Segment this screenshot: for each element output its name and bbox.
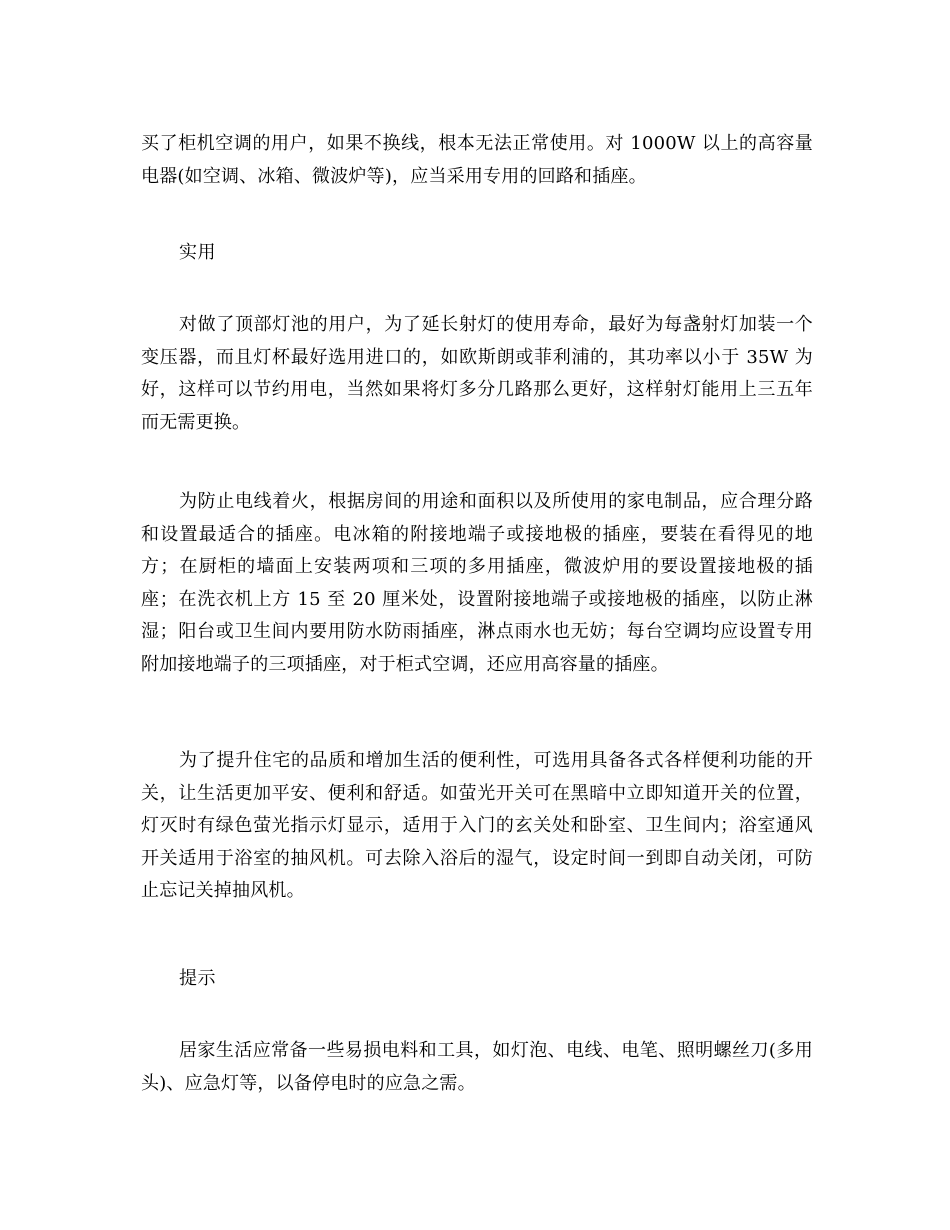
section-heading-tips: 提示 [179,968,216,989]
paragraph-convenient-switches: 为了提升住宅的品质和增加生活的便利性，可选用具备各式各样便利功能的开关，让生活更加平安、便利和舒适。如萤光开关可在黑暗中立即知道开关的位置，灯灭时有绿色萤光指示灯显示，适用于入门的玄关处和卧室、卫生间内；浴室通风开关适用于浴室的抽风机。可去除入浴后的湿气，设定时间一到即自动关闭，可防止忘记关掉抽风机。 [141,750,813,901]
section-heading-practical: 实用 [179,242,216,263]
paragraph-socket-placement: 为防止电线着火，根据房间的用途和面积以及所使用的家电制品，应合理分路和设置最适合的插座。电冰箱的附接地端子或接地极的插座，要装在看得见的地方；在厨柜的墙面上安装两项和三项的多用插座，微波炉用的要设置接地极的插座；在洗衣机上方 15 至 20 厘米处，设置附接地端子或接地极的插座，以防止淋湿；阳台或卫生间内要用防水防雨插座，淋点雨水也无妨；每台空调均应设置专用附加接地端子的三项插座，对于柜式空调，还应用高容量的插座。 [141,491,813,675]
paragraph-circuit-capacity: 买了柜机空调的用户，如果不换线，根本无法正常使用。对 1000W 以上的高容量电器(如空调、冰箱、微波炉等)，应当采用专用的回路和插座。 [141,133,813,187]
paragraph-spotlight-transformer: 对做了顶部灯池的用户，为了延长射灯的使用寿命，最好为每盏射灯加装一个变压器，而且灯杯最好选用进口的，如欧斯朗或菲利浦的，其功率以小于 35W 为好，这样可以节约用电，当然如果将灯多分几路那么更好，这样射灯能用上三五年而无需更换。 [141,314,813,433]
paragraph-spare-supplies: 居家生活应常备一些易损电料和工具，如灯泡、电线、电笔、照明螺丝刀(多用头)、应急灯等，以备停电时的应急之需。 [141,1040,813,1094]
